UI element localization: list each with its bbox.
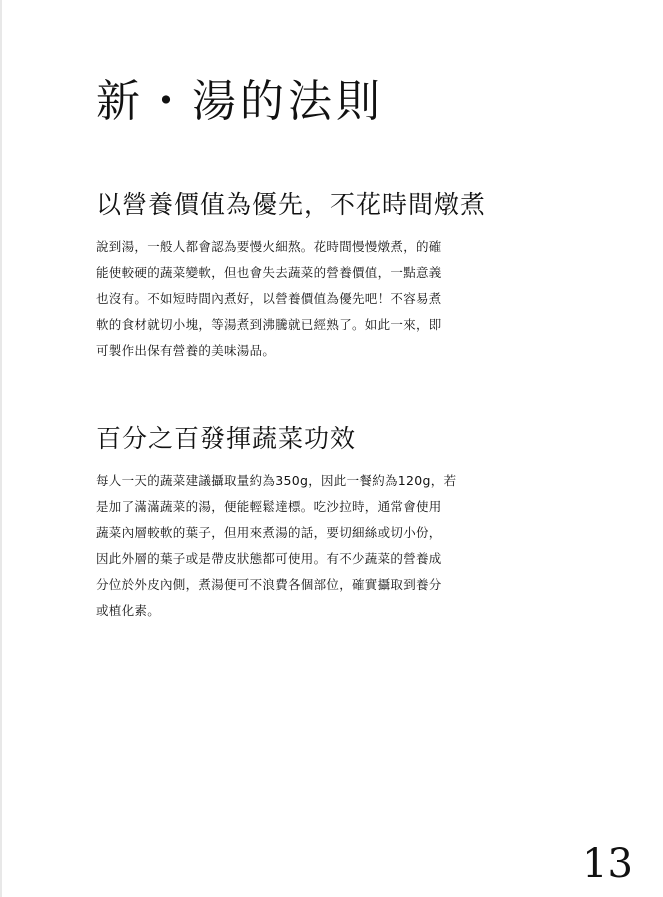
body-line: 每人一天的蔬菜建議攝取量約為350g，因此一餐約為120g，若 (96, 473, 457, 488)
body-line: 蔬菜內層較軟的葉子，但用來煮湯的話，要切細絲或切小份， (96, 525, 442, 540)
body-line: 或植化素。 (96, 603, 161, 618)
section-body-nutrition (96, 234, 496, 364)
body-line: 因此外層的葉子或是帶皮狀態都可使用。有不少蔬菜的營養成 (96, 551, 442, 566)
body-line: 軟的食材就切小塊，等湯煮到沸騰就已經熟了。如此一來，即 (96, 317, 442, 332)
body-line: 能使較硬的蔬菜變軟，但也會失去蔬菜的營養價值，一點意義 (96, 265, 442, 280)
page-number: 13 (582, 841, 633, 887)
body-line: 也沒有。不如短時間內煮好，以營養價值為優先吧！不容易煮 (96, 291, 442, 306)
section-heading-nutrition: 以營養價值為優先，不花時間燉煮 (96, 190, 487, 219)
body-line: 可製作出保有營養的美味湯品。 (96, 343, 276, 358)
section-body-vegetables (96, 468, 496, 624)
section-heading-vegetables: 百分之百發揮蔬菜功效 (96, 424, 357, 453)
body-line: 是加了滿滿蔬菜的湯，便能輕鬆達標。吃沙拉時，通常會使用 (96, 499, 442, 514)
page-edge-line (0, 0, 2, 897)
body-line: 分位於外皮內側，煮湯便可不浪費各個部位，確實攝取到養分 (96, 577, 442, 592)
page-title: 新・湯的法則 (96, 76, 384, 127)
body-line: 說到湯，一般人都會認為要慢火細熬。花時間慢慢燉煮，的確 (96, 239, 442, 254)
